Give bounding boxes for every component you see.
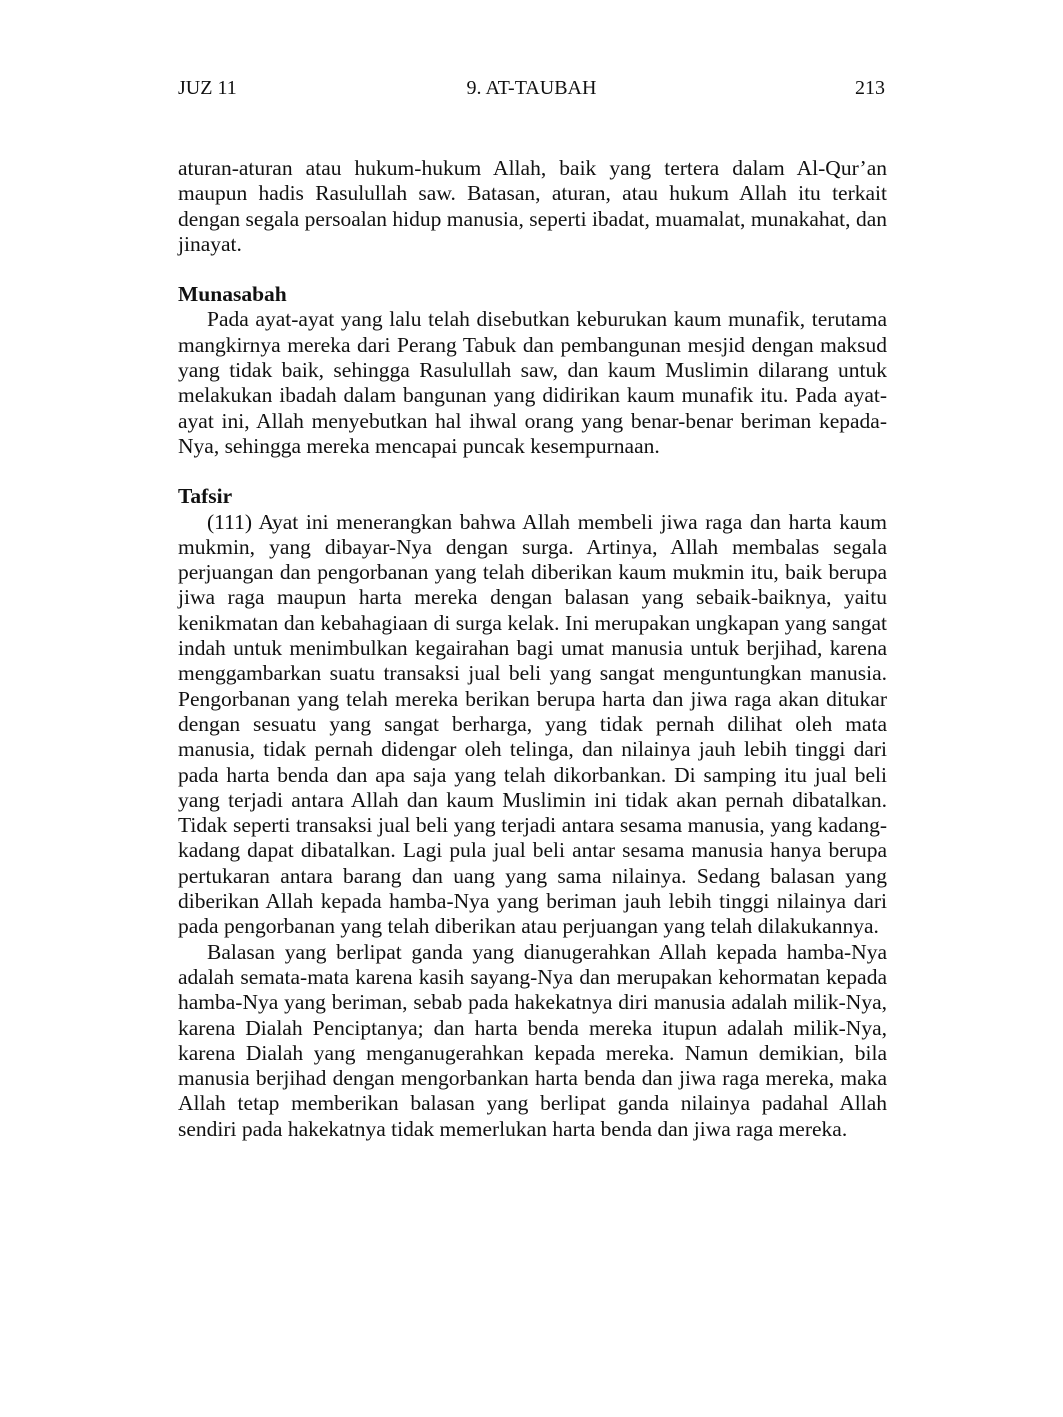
munasabah-heading: Munasabah	[178, 282, 287, 307]
running-header	[178, 74, 885, 102]
tafsir-paragraph-2: Balasan yang berlipat ganda yang dianugerahkan Allah kepada hamba-Nya adalah semata-mata karena kasih sayang-Nya dan merupakan kehormatan kepada hamba-Nya yang beriman, sebab pada hakekatnya diri manusia adalah milik-Nya, karena Dialah Penciptanya; dan harta benda mereka itupun adalah milik-Nya, karena Dialah yang menganugerahkan kepada mereka. Namun demikian, bila manusia berjihad dengan mengorbankan harta benda dan jiwa raga mereka, maka Allah tetap memberikan balasan yang berlipat ganda nilainya padahal Allah sendiri pada hakekatnya tidak memerlukan harta benda dan jiwa raga mereka.	[178, 939, 887, 1141]
surah-title: 9. AT-TAUBAH	[466, 77, 597, 99]
juz-label: JUZ 11	[178, 77, 237, 99]
section-spacer	[178, 459, 887, 484]
page-body	[178, 156, 887, 1142]
munasabah-paragraph: Pada ayat-ayat yang lalu telah disebutkan keburukan kaum munafik, terutama mangkirnya mereka dari Perang Tabuk dan pembangunan mesjid dengan maksud yang tidak baik, sehingga Rasulullah saw, dan kaum Muslimin dilarang untuk melakukan ibadah dalam bangunan yang didirikan kaum munafik itu. Pada ayat-ayat ini, Allah menyebutkan hal ihwal orang yang benar-benar beriman kepada-Nya, sehingga mereka mencapai puncak kesempurnaan.	[178, 307, 887, 458]
intro-paragraph: aturan-aturan atau hukum-hukum Allah, baik yang tertera dalam Al-Qur’an maupun hadis Rasulullah saw. Batasan, aturan, atau hukum Allah itu terkait dengan segala persoalan hidup manusia, seperti ibadat, muamalat, munakahat, dan jinayat.	[178, 156, 887, 256]
section-spacer	[178, 257, 887, 282]
page-number: 213	[855, 77, 885, 99]
tafsir-heading: Tafsir	[178, 484, 233, 509]
tafsir-paragraph-1: (111) Ayat ini menerangkan bahwa Allah membeli jiwa raga dan harta kaum mukmin, yang dibayar-Nya dengan surga. Artinya, Allah membalas segala perjuangan dan pengorbanan yang telah diberikan kaum mukmin itu, baik berupa jiwa raga maupun harta mereka dengan balasan yang sebaik-baiknya, yaitu kenikmatan dan kebahagiaan di surga kelak. Ini merupakan ungkapan yang sangat indah untuk menimbulkan kegairahan bagi umat manusia untuk berjihad, karena menggambarkan suatu transaksi jual beli yang sangat menguntungkan manusia. Pengorbanan yang telah mereka berikan berupa harta dan jiwa raga akan ditukar dengan sesuatu yang sangat berharga, yang tidak pernah dilihat oleh mata manusia, tidak pernah didengar oleh telinga, dan nilainya jauh lebih tinggi dari pada harta benda dan apa saja yang telah dikorbankan. Di samping itu jual beli yang terjadi antara Allah dan kaum Muslimin ini tidak akan pernah dibatalkan. Tidak seperti transaksi jual beli yang terjadi antara sesama manusia, yang kadang-kadang dapat dibatalkan. Lagi pula jual beli antar sesama manusia hanya berupa pertukaran antara barang dan uang yang sama nilainya. Sedang balasan yang diberikan Allah kepada hamba-Nya yang beriman jauh lebih tinggi nilainya dari pada pengorbanan yang telah diberikan atau perjuangan yang telah dilakukannya.	[178, 509, 887, 939]
